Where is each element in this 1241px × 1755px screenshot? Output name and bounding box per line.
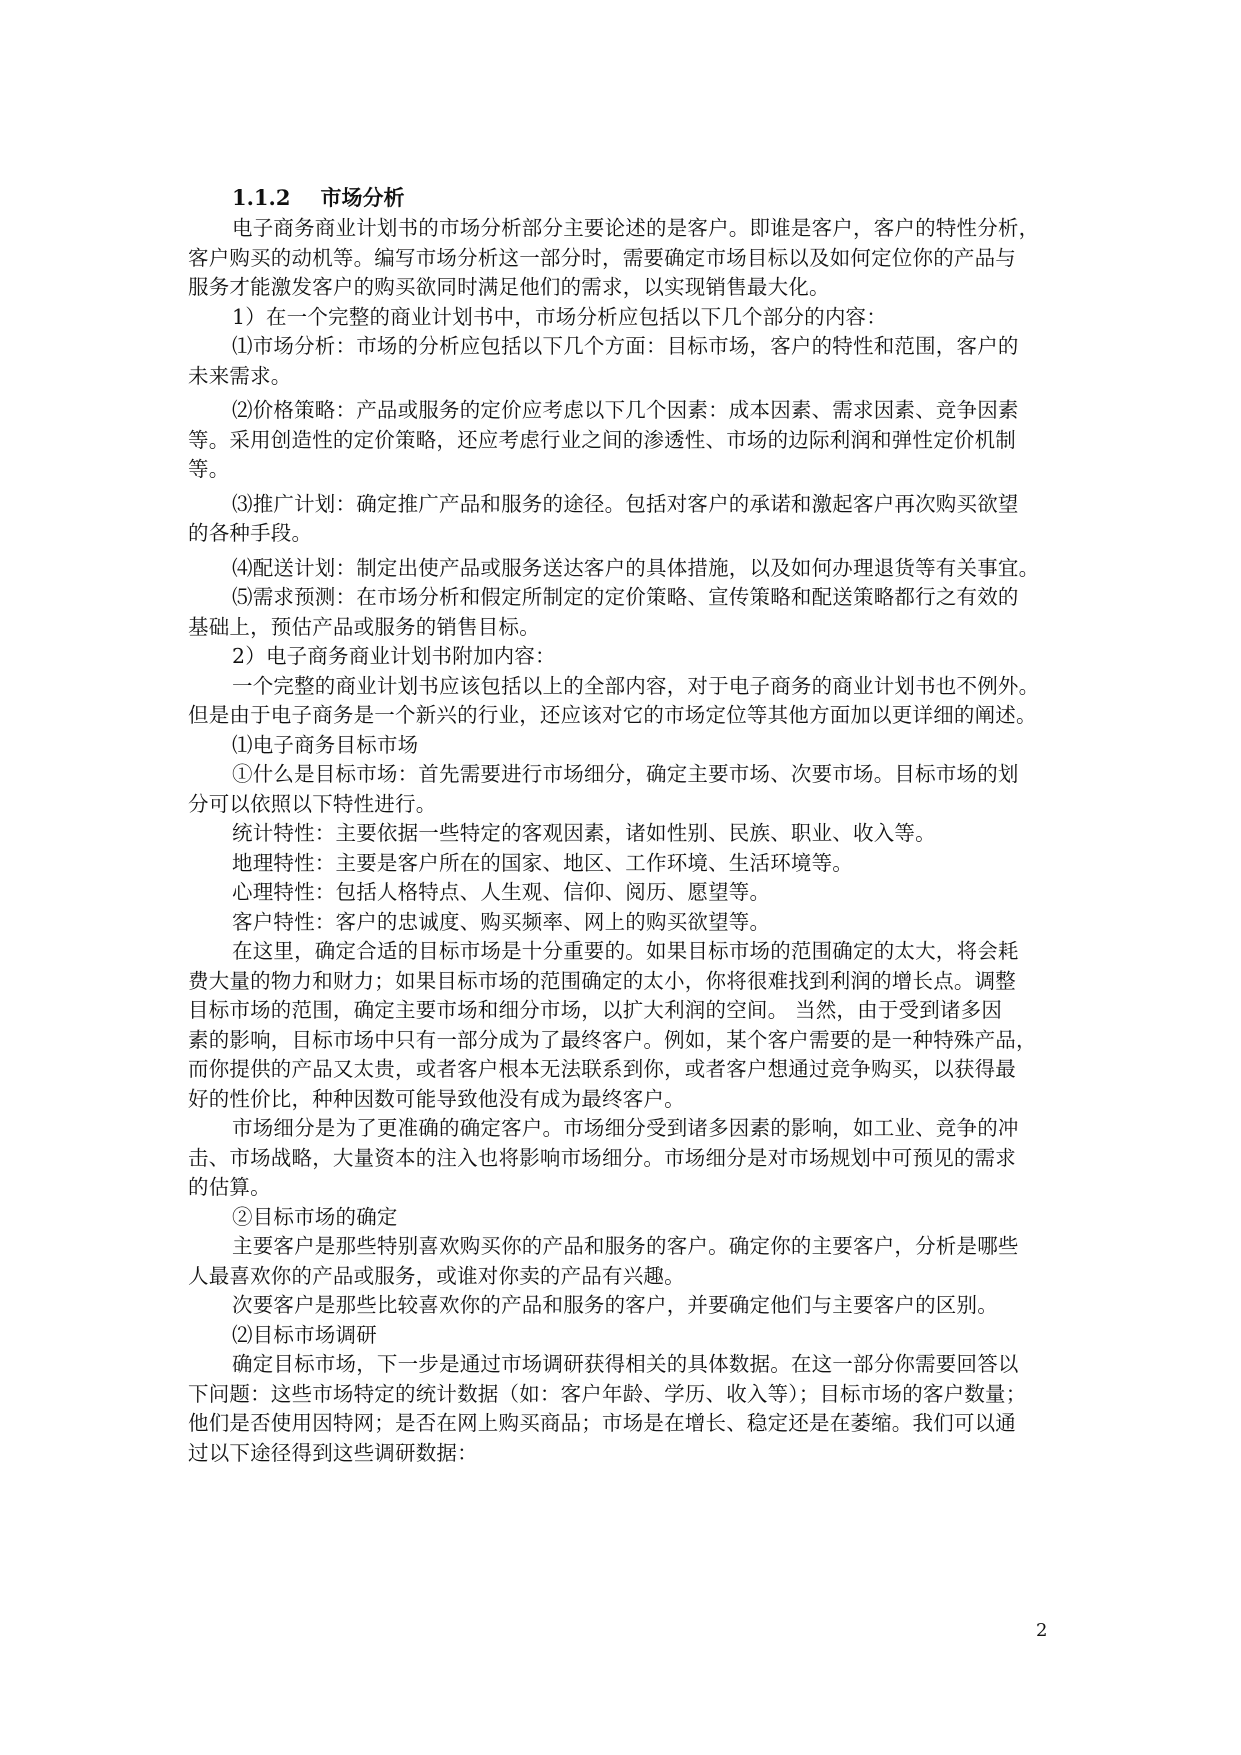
text-line: ⑷配送计划：制定出使产品或服务送达客户的具体措施，以及如何办理退货等有关事宜。 (232, 555, 1040, 580)
text-line: 的各种手段。 (188, 521, 313, 545)
section-heading (188, 184, 1068, 214)
text-line: ⑵价格策略：产品或服务的定价应考虑以下几个因素：成本因素、需求因素、竞争因素 (232, 398, 1019, 422)
text-line: ⑶推广计划：确定推广产品和服务的途径。包括对客户的承诺和激起客户再次购买欲望 (232, 491, 1019, 516)
section-number: 1.1.2 (232, 185, 291, 210)
text-line: 基础上，预估产品或服务的销售目标。 (188, 614, 540, 639)
text-line: 统计特性：主要依据一些特定的客观因素，诸如性别、民族、职业、收入等。 (232, 821, 936, 845)
text-line: 在这里，确定合适的目标市场是十分重要的。如果目标市场的范围确定的太大，将会耗 (232, 939, 1019, 963)
page-number: 2 (1036, 1620, 1048, 1641)
text-line: 次要客户是那些比较喜欢你的产品和服务的客户，并要确定他们与主要客户的区别。 (232, 1293, 998, 1317)
text-line: 电子商务商业计划书的市场分析部分主要论述的是客户。即谁是客户，客户的特性分析， (232, 216, 1040, 240)
text-line: 等。采用创造性的定价策略，还应考虑行业之间的渗透性、市场的边际利润和弹性定价机制 (188, 427, 1016, 452)
text-line: ⑸需求预测：在市场分析和假定所制定的定价策略、宣传策略和配送策略都行之有效的 (232, 585, 1019, 609)
text-line: 的估算。 (188, 1175, 271, 1199)
text-line: 分可以依照以下特性进行。 (188, 791, 437, 816)
text-line: 等。 (188, 457, 230, 481)
text-line: 他们是否使用因特网；是否在网上购买商品；市场是在增长、稳定还是在萎缩。我们可以通 (188, 1411, 1016, 1435)
text-line: 素的影响，目标市场中只有一部分成为了最终客户。例如，某个客户需要的是一种特殊产品， (188, 1027, 1037, 1052)
text-line: ⑵目标市场调研 (232, 1322, 377, 1347)
text-line: 市场细分是为了更准确的确定客户。市场细分受到诸多因素的影响，如工业、竞争的冲 (232, 1116, 1019, 1140)
text-line: 未来需求。 (188, 363, 292, 388)
text-line: 主要客户是那些特别喜欢购买你的产品和服务的客户。确定你的主要客户，分析是哪些 (232, 1234, 1019, 1258)
text-line: 人最喜欢你的产品或服务，或谁对你卖的产品有兴趣。 (188, 1263, 685, 1288)
text-line: 确定目标市场，下一步是通过市场调研获得相关的具体数据。在这一部分你需要回答以 (232, 1352, 1019, 1376)
text-line: 下问题：这些市场特定的统计数据（如：客户年龄、学历、收入等）；目标市场的客户数量； (188, 1381, 1027, 1406)
text-line: 过以下途径得到这些调研数据： (188, 1440, 478, 1465)
text-line: 击、市场战略，大量资本的注入也将影响市场细分。市场细分是对市场规划中可预见的需求 (188, 1145, 1016, 1170)
page-content (188, 184, 1068, 1468)
text-line: ⑴市场分析：市场的分析应包括以下几个方面：目标市场，客户的特性和范围，客户的 (232, 334, 1019, 358)
section-title: 市场分析 (320, 185, 405, 210)
text-line: 地理特性：主要是客户所在的国家、地区、工作环境、生活环境等。 (232, 850, 853, 875)
text-line: 一个完整的商业计划书应该包括以上的全部内容，对于电子商务的商业计划书也不例外。 (232, 673, 1040, 698)
text-line: 2）电子商务商业计划书附加内容： (232, 644, 556, 668)
text-line: 服务才能激发客户的购买欲同时满足他们的需求，以实现销售最大化。 (188, 275, 830, 299)
text-line: 好的性价比，种种因数可能导致他没有成为最终客户。 (188, 1086, 685, 1111)
body-text (188, 214, 1068, 1468)
text-line: 而你提供的产品又太贵，或者客户根本无法联系到你，或者客户想通过竞争购买，以获得最 (188, 1057, 1016, 1081)
text-line: ⑴电子商务目标市场 (232, 732, 419, 757)
text-line: 但是由于电子商务是一个新兴的行业，还应该对它的市场定位等其他方面加以更详细的阐述。 (188, 703, 1037, 727)
text-line: 客户特性：客户的忠诚度、购买频率、网上的购买欲望等。 (232, 909, 771, 934)
text-line: 心理特性：包括人格特点、人生观、信仰、阅历、愿望等。 (232, 880, 771, 904)
text-line: 费大量的物力和财力；如果目标市场的范围确定的太小，你将很难找到利润的增长点。调整 (188, 968, 1016, 993)
text-line: 目标市场的范围，确定主要市场和细分市场，以扩大利润的空间。 当然，由于受到诸多因 (188, 998, 1003, 1022)
text-line: ②目标市场的确定 (232, 1204, 398, 1229)
text-line: 客户购买的动机等。编写市场分析这一部分时，需要确定市场目标以及如何定位你的产品与 (188, 245, 1016, 270)
text-line: 1）在一个完整的商业计划书中，市场分析应包括以下几个部分的内容： (232, 304, 887, 329)
text-line: ①什么是目标市场：首先需要进行市场细分，确定主要市场、次要市场。目标市场的划 (232, 762, 1019, 786)
